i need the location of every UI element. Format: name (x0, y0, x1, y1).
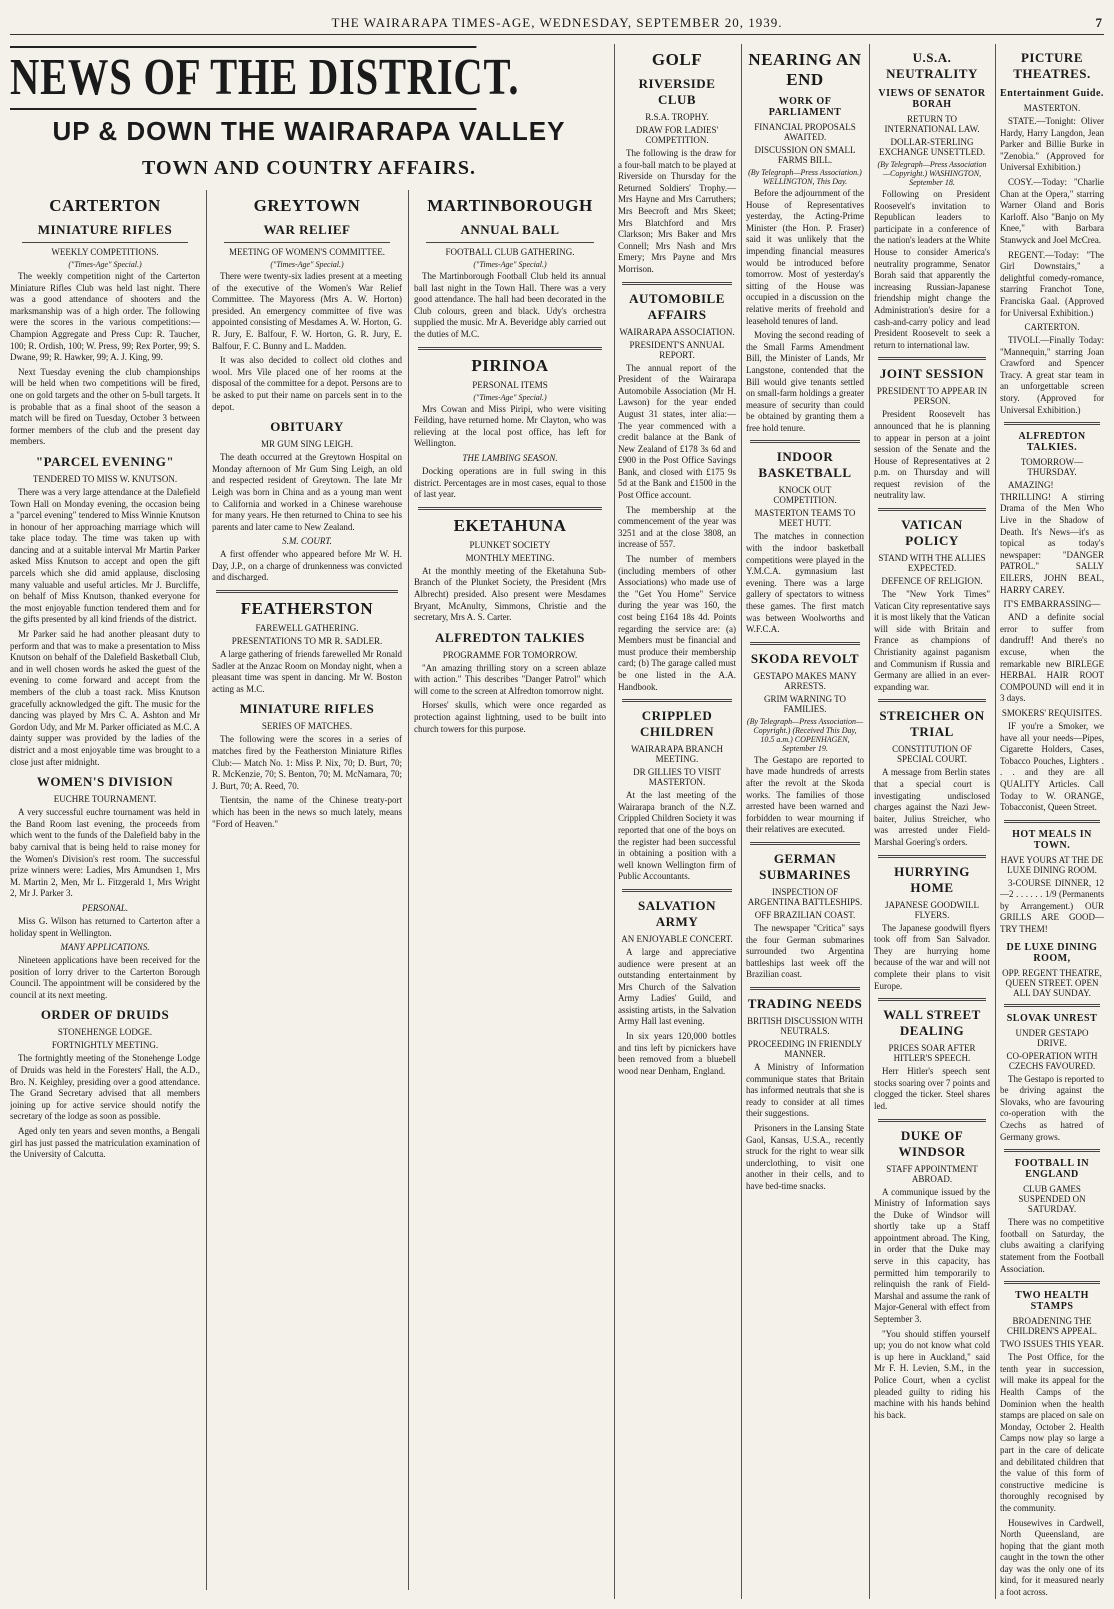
divider-rule (878, 699, 986, 702)
article-heading: VATICAN POLICY (901, 517, 963, 549)
article-body: The Gestapo are reported to have made hundreds of arrests after the revolt at the Skoda works. The families of those arrested have been warned and forbidden to wear mourning if their relatives are executed. (746, 754, 864, 835)
article-body: The Post Office, for the tenth year in succession, will make its appeal for the Health Camps of the Dominion when the health stamps are placed on sale on Monday, October 2. Health Camps now play so large a part in the care of delicate and debilitated children that the value of this form of constructive medicine is thoroughly recognised by the community. (1000, 1352, 1104, 1513)
kicker: MONTHLY MEETING. (465, 552, 555, 563)
kicker: CARTERTON. (1024, 322, 1080, 333)
article-body: Moving the second reading of the Small Farms Amendment Bill, the Minister of Lands, Mr Langstone, contended that the Bill would give tenants settled on small-farm holdings a greater measure of security than could be obtained by granting them a free hold tenure. (746, 330, 864, 433)
greytown-column (212, 190, 402, 1590)
kicker: CO-OPERATION WITH CZECHS FAVOURED. (1006, 1050, 1098, 1071)
kicker: WAIRARAPA ASSOCIATION. (619, 326, 735, 337)
article-heading: DE LUXE DINING ROOM, (1006, 941, 1098, 964)
golf-heading: GOLF (651, 50, 703, 69)
article-heading: CRIPPLED CHILDREN (639, 708, 715, 740)
divider-rule (1004, 422, 1100, 425)
section-heading: TOWN AND COUNTRY AFFAIRS. (142, 157, 476, 179)
kicker: STAND WITH THE ALLIES EXPECTED. (878, 553, 986, 574)
eketahuna-heading: EKETAHUNA (453, 515, 567, 535)
article-body: "An amazing thrilling story on a screen ablaze with action." This describes "Danger Patrol" which will come to the screen at Alfredton tomorrow night. (414, 662, 606, 696)
article-body: IF you're a Smoker, we have all your needs—Pipes, Cigarette Holders, Cases, Tobacco Pouches, Lighters . . . and they are all QUALITY Articles. Call Today to W. ORANGE, Tobacconist, Queen Street. (1000, 720, 1104, 813)
entertainment-subheading: Entertainment Guide. (1000, 88, 1104, 99)
article-body: The fortnightly meeting of the Stonehenge Lodge of Druids was held in the Foresters' Hall, the A.D., Bro. N. Keighley, presiding over a good attendance. The Grand Secretary advised that all members joining up for active service should notify the secretary of the lodge as soon as possible. (10, 1053, 200, 1122)
subbanner-heading: UP & DOWN THE WAIRARAPA VALLEY (52, 116, 566, 146)
article-body: The following is the draw for a four-ball match to be played at Riverside on Thursday for the Returned Soldiers' Trophy.—Mrs Hayne and Mrs Carruthers; Mrs Beecroft and Mrs Skeet; Mrs Blatchford and Mrs Clarkson; Mrs Baker and Mrs Connell; Mrs Nash and Mrs Emery; Mrs Payne and Mrs Morrison. (618, 148, 736, 274)
divider-rule (878, 998, 986, 1001)
article-body: There was a very large attendance at the Dalefield Town Hall on Monday evening, the occasion being a "parcel evening" tendered to Miss Winnie Knutson in honour of her approaching marriage which will take place today. The time was taken up with dancing and at a suitable interval Mr Martin Parker asked Miss Knutson to accept and open the gift parcels which she did amid applause, disclosing many valuable and useful articles. Mr J. Burcliffe, on behalf of Miss Knutson, thanked everyone for the most enjoyable function tendered them and for the gifts presented by all kind friends of the district. (10, 486, 200, 625)
kicker: MANY APPLICATIONS. (60, 942, 150, 953)
article-body: 3-COURSE DINNER, 12—2 . . . . . . 1/9 (Permanents by Arrangement.) OUR GRILLS ARE GOOD—TRY THEM! (1000, 877, 1104, 935)
kicker: CONSTITUTION OF SPECIAL COURT. (892, 744, 972, 765)
article-heading: HOT MEALS IN TOWN. (1012, 828, 1092, 851)
article-heading: WOMEN'S DIVISION (36, 774, 174, 790)
kicker: GESTAPO MAKES MANY ARRESTS. (753, 670, 857, 691)
kicker: KNOCK OUT COMPETITION. (773, 485, 837, 506)
kicker: DRAW FOR LADIES' COMPETITION. (635, 125, 719, 145)
article-body: The Japanese goodwill flyers took off from San Salvador. They are hurrying home because of the war and will not complete their plans to visit Europe. (874, 922, 990, 991)
article-subheading: RIVERSIDE CLUB (638, 76, 716, 107)
article-heading: ORDER OF DRUIDS (40, 1007, 170, 1023)
article-body: The matches in connection with the indoor basketball competitions were played in the Y.M.C.A. gymnasium last evening. There was a large gallery of spectators to witness these games. The first match was between Woolworths and W.F.C.A. (746, 531, 864, 635)
article-body: The newspaper "Critica" says the four German submarines surrounded two Argentina battleships last week off the Brazilian coast. (746, 922, 864, 980)
article-body: Mr Parker said he had another pleasant duty to perform and that was to make a presentation to Miss Knutson on behalf of the Dalefield Basketball Club, and in well chosen words he asked the guest of the evening to come forward and accept from the members of the club a toast rack. Miss Knutson gracefully acknowledged the gift. The music for the dancing was played by Mrs C. A. Ashton and Mr Gordon Udy, and Mr M. Parker officiated as M.C. A dainty supper was provided by the ladies of the district and a most enjoyable time was brought to a close just after midnight. (10, 629, 200, 767)
article-body: A large gathering of friends farewelled Mr Ronald Sadler at the Anzac Room on Monday night, when a pleasant time was spent in dancing. Mr W. Boston acting as M.C. (212, 649, 402, 694)
source-line: (By Telegraph—Press Association.) WELLINGTON, This Day. (748, 168, 862, 186)
article-heading: DUKE OF WINDSOR (898, 1127, 966, 1159)
article-body: A communique issued by the Ministry of Information says the Duke of Windsor will shortly take up a Staff appointment abroad. The King, in order that the Duke may serve in this capacity, has permitted him temporarily to relinquish the rank of Field-Marshal and assume the rank of Major-General with effect from September 3. (874, 1186, 990, 1325)
article-body: There was no competitive football on Saturday, the clubs awaiting a clarifying statement from the Football Association. (1000, 1217, 1104, 1274)
masthead-title: THE WAIRARAPA TIMES-AGE, WEDNESDAY, SEPTEMBER 20, 1939. (331, 15, 783, 30)
kicker: THE LAMBING SEASON. (462, 452, 558, 463)
kicker: BRITISH DISCUSSION WITH NEUTRALS. (747, 1015, 863, 1036)
article-body: The membership at the commencement of the year was 3251 and at the close 3808, an increase of 557. (618, 504, 736, 550)
greytown-heading: GREYTOWN (253, 196, 361, 215)
kicker: SMOKERS' REQUISITES. (1001, 707, 1103, 718)
page-number: 7 (1095, 15, 1102, 30)
article-body: Before the adjournment of the House of Representatives yesterday, the Acting-Prime Minister (the Hon. P. Fraser) said it was unlikely that the impending financial measures would be introduced before tomorrow. Most of yesterday's sitting of the House was occupied in a discussion on the relative merits of freehold and leasehold tenures of land. (746, 188, 864, 326)
article-body: Horses' skulls, which were once regarded as protection against lightning, used to be built into church towers for this purpose. (414, 700, 606, 734)
article-body: The Gestapo is reported to be driving against the Slovaks, who are favouring co-operation with the Czechs as hatred of Germany grows. (1000, 1073, 1104, 1142)
kicker: GRIM WARNING TO FAMILIES. (763, 693, 846, 714)
parliament-column (746, 44, 864, 1599)
article-body: Herr Hitler's speech sent stocks soaring over 7 points and clogged the ticker. Steel shares led. (874, 1066, 990, 1111)
kicker: STAFF APPOINTMENT ABROAD. (886, 1163, 978, 1184)
source-line: (By Telegraph—Press Association—Copyright.) WASHINGTON, September 18. (877, 160, 987, 187)
pirinoa-heading: PIRINOA (471, 355, 549, 375)
article-body: A very successful euchre tournament was held in the Band Room last evening, the proceeds from which went to the funds of the Dalefield baby in the baby carnival that is being held to raise money for the Women's Division's rest room. The successful prize winners were: Ladies, Mrs Amundsen 1, Mrs M. Martin 2, Men, Mr L. Fitzgerald 1, Mrs Wright 2, Mr J. Parker 3. (10, 807, 200, 899)
article-body: "You should stiffen yourself up; you do not know what cold is up here in Auckland," said Mr F. H. Levien, S.M., in the Police Court, when a cyclist pleaded guilty to riding his machine with his hands behind his back. (874, 1328, 990, 1420)
divider-rule (878, 1119, 986, 1122)
kicker: R.S.A. TROPHY. (645, 112, 709, 122)
carterton-column (10, 190, 200, 1590)
kicker: STONEHENGE LODGE. (57, 1027, 153, 1038)
kicker: IT'S EMBARRASSING— (1003, 599, 1101, 610)
divider-rule (878, 508, 986, 511)
kicker: BROADENING THE CHILDREN'S APPEAL. (1006, 1316, 1098, 1337)
picture-theatres-heading: PICTURE THEATRES. (1013, 50, 1091, 81)
kicker: FORTNIGHTLY MEETING. (51, 1040, 159, 1051)
kicker: PRICES SOAR AFTER HITLER'S SPEECH. (888, 1043, 976, 1064)
masthead (10, 12, 1104, 35)
kicker: DR GILLIES TO VISIT MASTERTON. (633, 767, 721, 788)
article-heading: SALVATION ARMY (638, 897, 716, 929)
article-body: The weekly competition night of the Carterton Miniature Rifles Club was held last night. There was a good attendance of shooters and the marksmanship was of a high order. The following were the scores in the various competitions:— Champion Aggregate and Press Cup: R. Taucher, 100; R. Ordish, 100; W. Press, 99; Rex Porter, 99; S. Dwane, 99; R. Hawker, 99; A. J. King, 99. (10, 271, 200, 363)
article-body: AMAZING! THRILLING! A stirring Drama of the Men Who Live in the Shadow of Death. It's News—it's as topical as today's newspaper: "DANGER PATROL." SALLY EILERS, JOHN BEAL, HARRY CAREY. (1000, 480, 1104, 595)
article-subheading: MINIATURE RIFLES (37, 222, 173, 237)
article-heading: FOOTBALL IN ENGLAND (1014, 1158, 1090, 1181)
kicker: WAIRARAPA BRANCH MEETING. (631, 744, 723, 765)
article-body: Miss G. Wilson has returned to Carterton after a holiday spent in Wellington. (10, 915, 200, 938)
article-body: Tientsin, the name of the Chinese treaty-port which has been in the news so much lately, means "Ford of Heaven." (212, 795, 402, 829)
source-line: (By Telegraph—Press Association—Copyright.) (Received This Day, 10.5 a.m.) COPENHAGEN, September 19. (746, 716, 864, 753)
kicker: AN ENJOYABLE CONCERT. (621, 933, 733, 944)
article-body: Prisoners in the Lansing State Gaol, Kansas, U.S.A., recently struck for the right to wear silk underclothing, to visit one another in their cells, and to have bed-time snacks. (746, 1122, 864, 1191)
article-body: The death occurred at the Greytown Hospital on Monday afternoon of Mr Gum Sing Leigh, an old and respected resident of Greytown. The late Mr Leigh was born in China and as a young man went to California and worked in a Chinese warehouse for many years. He then returned to China to see his parents and later came to New Zealand. (212, 452, 402, 532)
kicker: MASTERTON TEAMS TO MEET HUTT. (754, 508, 856, 529)
article-body: Aged only ten years and seven months, a Bengali girl has just passed the matriculation examination of the University of Calcutta. (10, 1126, 200, 1160)
source-line: ("Times-Age" Special.) (473, 392, 547, 402)
kicker: TOMORROW—THURSDAY. (1020, 457, 1084, 478)
article-subheading: WORK OF PARLIAMENT (768, 96, 842, 118)
article-body: The "New York Times" Vatican City representative says it is most likely that the Vatican will side with Britain and France as champions of Christianity against paganism and Communism if Russia and Germany are allied in an ever-expanding war. (874, 589, 990, 692)
divider-rule (1004, 1281, 1100, 1284)
kicker: OPP. REGENT THEATRE, QUEEN STREET. OPEN ALL DAY SUNDAY. (1002, 967, 1102, 998)
article-heading: TRADING NEEDS (747, 995, 863, 1011)
kicker: PERSONAL ITEMS (472, 379, 548, 390)
article-body: In six years 120,000 bottles and tins left by picnickers have been removed from a bluebell wood near Denham, England. (618, 1031, 736, 1076)
article-body: At the monthly meeting of the Eketahuna Sub-Branch of the Plunket Society, the President (Mrs Albrecht) presided. Also present were Mesdames Bryant, McAnulty, Simmons, Christie and the secretary, Mrs A. S. Carter. (414, 565, 606, 623)
kicker: MEETING OF WOMEN'S COMMITTEE. (229, 247, 385, 257)
divider-rule (878, 855, 986, 858)
entertainment-column (1000, 44, 1104, 1599)
article-heading: "PARCEL EVENING" (35, 453, 175, 469)
article-heading: WALL STREET DEALING (883, 1007, 981, 1039)
usa-neutrality-column (874, 44, 990, 1599)
kicker: DEFENCE OF RELIGION. (881, 576, 983, 587)
kicker: SERIES OF MATCHES. (261, 721, 353, 732)
golf-column (618, 44, 736, 1599)
banner-heading: NEWS OF THE DISTRICT. (10, 46, 476, 110)
article-heading: NEARING AN END (748, 50, 862, 89)
article-body: President Roosevelt has announced that he is planning to appear in person at a joint session of the Senate and the House of Representatives at 2 p.m. on Thursday and will request revision of the neutrality law. (874, 409, 990, 501)
kicker: TWO ISSUES THIS YEAR. (1000, 1339, 1104, 1350)
source-line: ("Times-Age" Special.) (68, 260, 142, 269)
kicker: UNDER GESTAPO DRIVE. (1015, 1027, 1089, 1048)
article-body: Nineteen applications have been received for the position of lorry driver to the Carterton Borough Council. The appointment will be considered by the council at its next meeting. (10, 955, 200, 1000)
article-body: There were twenty-six ladies present at a meeting of the executive of the Women's War Relief Committee. The Mayoress (Mrs A. W. Horton) presided. An emergency committee of five was appointed consisting of Mesdames A. W. Horton, G. R. Jury, E. Balfour, F. W. Horton, G. R. Jury, E. Balfour, F. C. Bunny and L. Madden. (212, 271, 402, 351)
district-news-section (10, 44, 608, 1599)
article-heading: U.S.A. NEUTRALITY (886, 50, 978, 81)
kicker: PRESIDENT TO APPEAR IN PERSON. (876, 386, 988, 407)
article-body: Docking operations are in full swing in this district. Percentages are in most cases, equal to those of last year. (414, 465, 606, 500)
article-body: COSY.—Today: "Charlie Chan at the Opera," starring Warner Oland and Boris Karloff. Also "Banjo on My Knee," with Barbara Stanwyck and Joel McCrea. (1000, 176, 1104, 245)
article-subheading: ANNUAL BALL (460, 222, 560, 237)
kicker: MASTERTON. (1023, 103, 1081, 113)
featherston-heading: FEATHERSTON (240, 599, 374, 619)
kicker: PERSONAL. (81, 902, 129, 913)
source-line: ("Times-Age" Special.) (270, 260, 344, 269)
article-heading: SLOVAK UNREST (1006, 1012, 1098, 1024)
article-body: A message from Berlin states that a special court is investigating undisclosed charges against the Nazi Jew-baiter, Julius Streicher, who was arrested under Field-Marshal Goering's orders. (874, 767, 990, 847)
kicker: PROCEEDING IN FRIENDLY MANNER. (747, 1038, 863, 1059)
kicker: JAPANESE GOODWILL FLYERS. (885, 899, 979, 920)
article-body: Mrs Cowan and Miss Piripi, who were visiting Feilding, have returned home. Mr Clayton, who was relieving at the local post office, has left for Wellington. (414, 403, 606, 449)
divider-rule (1004, 1004, 1100, 1007)
kicker: FAREWELL GATHERING. (255, 623, 359, 634)
kicker: PRESENTATIONS TO MR R. SADLER. (231, 636, 383, 647)
article-heading: SKODA REVOLT (750, 650, 860, 666)
article-body: TIVOLI.—Finally Today: "Mannequin," starring Joan Crawford and Spencer Tracy. A great star team in an unforgettable screen story. (Approved for Universal Exhibition.) (1000, 335, 1104, 415)
kicker: OFF BRAZILIAN COAST. (754, 909, 856, 920)
divider-rule (1004, 820, 1100, 823)
article-heading: TWO HEALTH STAMPS (1015, 1290, 1089, 1313)
article-body: It was also decided to collect old clothes and wool. Mrs Vile placed one of her rooms at the disposal of the committee for a depot. Persons are to be asked to put their name on parcels sent in to the depot. (212, 355, 402, 412)
article-heading: ALFREDTON TALKIES. (1018, 431, 1086, 454)
article-body: STATE.—Tonight: Oliver Hardy, Harry Langdon, Jean Parker and Billie Burke in "Zenobia." (Approved for Universal Exhibition.) (1000, 116, 1104, 173)
kicker: WEEKLY COMPETITIONS. (51, 247, 159, 257)
article-body: REGENT.—Today: "The Girl Downstairs," a delightful comedy-romance, starring Franchot Tone, Franciska Gaal. (Approved for Universal Exhibition.) (1000, 249, 1104, 318)
kicker: MR GUM SING LEIGH. (261, 439, 353, 450)
article-heading: HURRYING HOME (894, 863, 970, 895)
kicker: CLUB GAMES SUSPENDED ON SATURDAY. (1018, 1184, 1086, 1215)
article-body: Next Tuesday evening the club championships will be held when two competitions will be fired, one on gold targets and the other on 5-bull targets. It is probable that as a final shoot of the season a match will be fired on Tuesday, October 3 between former members of the club and the present day members. (10, 366, 200, 447)
martinborough-column (414, 190, 606, 1590)
divider-rule (878, 357, 986, 360)
article-heading: STREICHER ON TRIAL (879, 708, 985, 740)
kicker: TENDERED TO MISS W. KNUTSON. (32, 473, 178, 484)
article-body: A large and appreciative audience were present at an outstanding entertainment by Mrs Church of the Salvation Army Ladies' Guild, and assisting artists, in the Salvation Army Hall last evening. (618, 946, 736, 1027)
kicker: EUCHRE TOURNAMENT. (53, 794, 157, 805)
article-heading: VIEWS OF SENATOR BORAH (878, 88, 986, 110)
article-heading: ALFREDTON TALKIES (435, 629, 585, 645)
article-body: Housewives in Cardwell, North Queensland, are hoping that the giant moth caught in the town the other day was the only one of its kind, for it measured nearly a foot across. (1000, 1517, 1104, 1598)
kicker: FINANCIAL PROPOSALS AWAITED. (754, 122, 856, 142)
kicker: PLUNKET SOCIETY (469, 539, 551, 550)
kicker: INSPECTION OF ARGENTINA BATTLESHIPS. (747, 886, 863, 907)
article-body: The annual report of the President of the Wairarapa Automobile Association (Mr H. Lawson) for the year ended August 31 states, inter alia:—The year commenced with a credit balance at the Bank of New Zealand of £178 3s 6d and £900 in the Post Office Savings Bank, and closed with £175 9s 5d at the Bank and £1500 in the Post Office account. (618, 362, 736, 501)
carterton-heading: CARTERTON (49, 196, 161, 215)
kicker: RETURN TO INTERNATIONAL LAW. (884, 114, 980, 134)
article-heading: OBITUARY (270, 419, 344, 435)
martinborough-heading: MARTINBOROUGH (427, 196, 593, 215)
kicker: HAVE YOURS AT THE DE LUXE DINING ROOM. (1000, 854, 1104, 875)
kicker: PROGRAMME FOR TOMORROW. (442, 649, 578, 660)
article-heading: INDOOR BASKETBALL (758, 449, 852, 481)
kicker: DISCUSSION ON SMALL FARMS BILL. (754, 145, 856, 165)
article-body: A first offender who appeared before Mr W. H. Day, J.P., on a charge of drunkenness was convicted and discharged. (212, 549, 402, 583)
article-body: Following on President Roosevelt's invitation to Republican leaders to participate in a conference of the nation's leaders at the White House to consider America's neutrality programme, Senator Borah said that apparently the increasing Russian-Japanese friendship might change the Administration's desire for a cash-and-carry policy and lead President Roosevelt to seek a return to international law. (874, 189, 990, 350)
article-heading: AUTOMOBILE AFFAIRS (629, 290, 725, 322)
source-line: ("Times-Age" Special.) (473, 260, 547, 269)
kicker: DOLLAR-STERLING EXCHANGE UNSETTLED. (879, 137, 985, 157)
article-body: The number of members (including members of other Associations) who made use of the "Get You Home" Service during the year was 160, the cost being £164 18s 4d. Points regarding the service are: (a) Members must be financial and must produce their membership card; (b) The garage called must be one listed in the A.A. Handbook. (618, 554, 736, 692)
article-body: The Martinborough Football Club held its annual ball last night in the Town Hall. There was a very good attendance. The hall had been decorated in the Club colours, green and black. Udy's orchestra supplied the music. Mr A. Beveridge ably carried out the duties of M.C. (414, 271, 606, 339)
article-heading: JOINT SESSION (879, 366, 985, 382)
article-heading: GERMAN SUBMARINES (759, 850, 851, 882)
article-body: At the last meeting of the Wairarapa branch of the N.Z. Crippled Children Society it was reported that one of the boys on the register had been successful in obtaining a position with a well known Wellington firm of Public Accountants. (618, 790, 736, 882)
kicker: PRESIDENT'S ANNUAL REPORT. (629, 339, 725, 360)
article-body: AND a definite social error to suffer from dandruff! And there's no excuse, when the remarkable new BIRLEGE HERBAL HAIR ROOT COMPOUND will end it in 3 days. (1000, 612, 1104, 704)
kicker: S.M. COURT. (282, 536, 332, 547)
article-body: A Ministry of Information communique states that Britain has informed neutrals that she is ready to consider at all times their suggestions. (746, 1061, 864, 1119)
article-body: The following were the scores in a series of matches fired by the Featherston Miniature Rifles Club:— Match No. 1: Miss P. Nix, 70; D. Burt, 70; R. McKenzie, 70; S. Benton, 70; M. McNamara, 70; J. Burt, 70; A. Reed, 70. (212, 734, 402, 791)
article-heading: MINIATURE RIFLES (239, 701, 375, 717)
article-subheading: WAR RELIEF (263, 222, 351, 237)
divider-rule (1004, 1149, 1100, 1152)
kicker: FOOTBALL CLUB GATHERING. (445, 247, 575, 257)
